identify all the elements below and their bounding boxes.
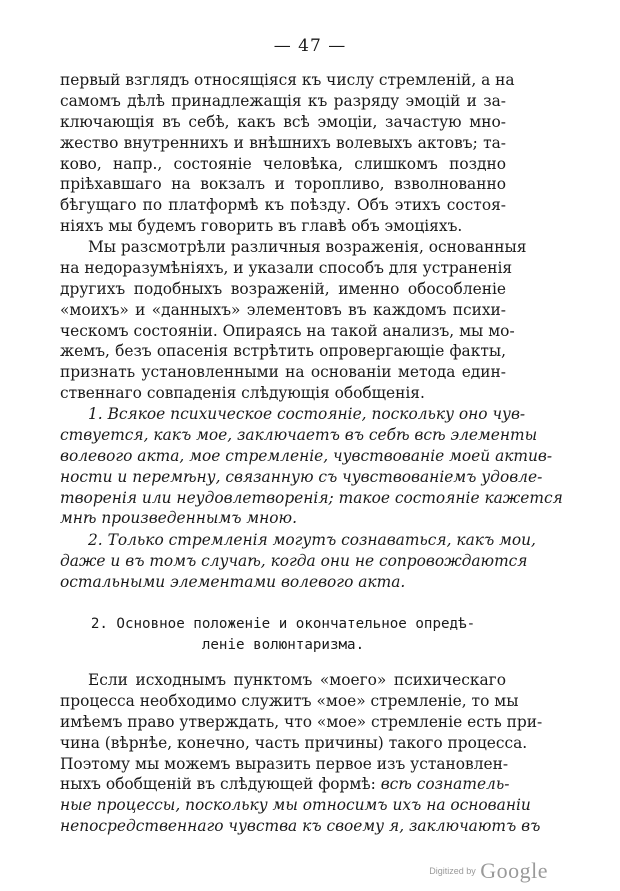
paragraph-2 [60,237,527,404]
text-line: ково, напр., состояніе человѣка, слишкомъ поздно [60,154,506,173]
text-line: на недоразумѣніяхъ, и указали способъ для устраненія [60,258,513,277]
text-line: ности и перемѣну, связанную съ чувствованіемъ удовле- [60,467,543,486]
text-line: процесса необходимо служитъ «мое» стремленіе, то мы [60,691,519,710]
text-line: ческомъ состояніи. Опираясь на такой анализъ, мы мо- [60,321,515,340]
heading-line: леніе волюнтаризма. [201,636,365,653]
text-line: первый взглядъ относящіяся къ числу стремленій, а на [60,71,515,89]
text-line: 2. Только стремленія могутъ сознаваться, какъ мои, [88,531,536,549]
text-line: признать установленными на основаніи метода един- [60,363,506,382]
text-line: непосредственнаго чувства къ своему я, заключаютъ въ [60,817,541,836]
google-logo: Google [480,858,548,883]
text-line: ствуется, какъ мое, заключаетъ въ себѣ всѣ элементы [60,425,538,444]
text-line: Мы разсмотрѣли различныя возраженія, основанныя [88,238,527,256]
text-segment: ныхъ обобщеній въ слѣдующей формѣ: [60,775,381,794]
text-line: даже и въ томъ случаѣ, когда они не сопровождаются [60,551,528,570]
digitized-by-label: Digitized by [429,866,476,876]
paragraph-1 [60,70,515,237]
text-line: 1. Всякое психическое состояніе, поскольку оно чув- [88,405,526,423]
generalization-2 [60,530,536,593]
text-line: волевого акта, мое стремленіе, чувствованіе моей актив- [60,446,553,465]
text-line [60,774,510,795]
text-line: ственнаго совпаденія слѣдующія обобщенія. [60,384,425,403]
text-line: самомъ дѣлѣ принадлежащія къ разряду эмоцій и за- [60,91,506,110]
text-line: Если исходнымъ пунктомъ «моего» психическаго [88,671,506,689]
text-line: другихъ подобныхъ возраженій, именно обособленіе [60,279,506,298]
text-line: имѣемъ право утверждать, что «мое» стремленіе есть при- [60,712,543,731]
text-line: мнѣ произведеннымъ мною. [60,509,297,528]
text-line: жемъ, безъ опасенія встрѣтить опровергающіе факты, [60,342,506,361]
text-line: бѣгущаго по платформѣ къ поѣзду. Объ этихъ состоя- [60,196,506,215]
text-line: ніяхъ мы будемъ говорить въ главѣ объ эмоціяхъ. [60,217,463,236]
text-line: ключающія въ себѣ, какъ всѣ эмоціи, зачастую мно- [60,112,506,131]
text-line: ные процессы, поскольку мы относимъ ихъ на основаніи [60,796,531,815]
generalization-1 [60,404,563,529]
text-line: чина (вѣрнѣе, конечно, часть причины) такого процесса. [60,733,528,752]
text-line: Поэтому мы можемъ выразить первое изъ установлен- [60,754,509,773]
text-line: «моихъ» и «данныхъ» элементовъ въ каждомъ психи- [60,300,506,319]
heading-line: 2. Основное положеніе и окончательное опредѣ- [90,616,476,632]
text-line: пріѣхавшаго на вокзалъ и торопливо, взволнованно [60,175,506,194]
text-line: остальными элементами волевого акта. [60,572,406,591]
page-number: — 47 — [273,36,347,56]
digitized-watermark [429,858,548,884]
text-line: жество внутреннихъ и внѣшнихъ волевыхъ актовъ; та- [60,133,506,152]
italic-segment: всѣ сознатель- [380,775,510,794]
paragraph-3 [60,670,543,837]
section-heading [60,614,506,656]
text-line: творенія или неудовлетворенія; такое состояніе кажется [60,488,563,507]
